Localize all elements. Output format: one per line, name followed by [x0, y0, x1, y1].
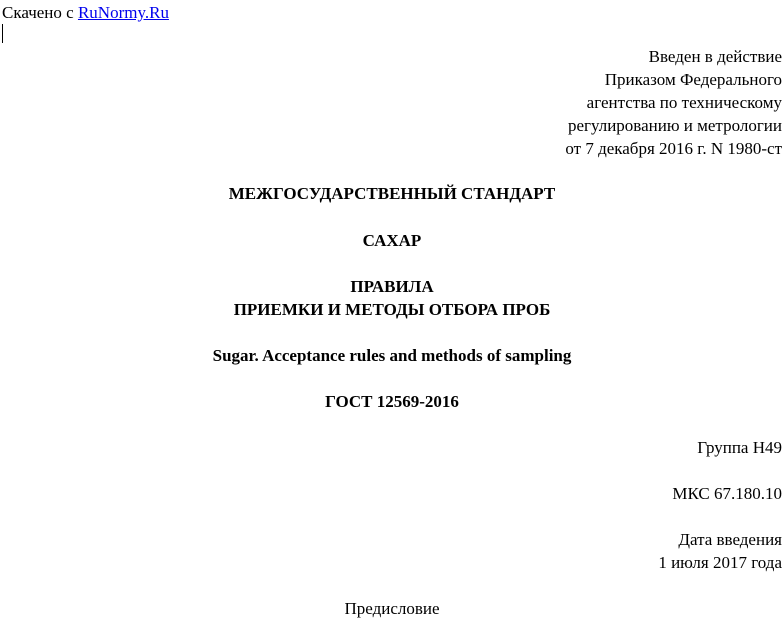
intro-date-block [658, 528, 782, 574]
gost-number: ГОСТ 12569-2016 [325, 392, 459, 411]
english-title: Sugar. Acceptance rules and methods of sampling [212, 346, 572, 365]
intro-date-value: 1 июля 2017 года [658, 553, 782, 572]
group-code: Группа Н49 [697, 438, 782, 457]
runormy-link[interactable]: RuNormy.Ru [77, 3, 169, 22]
source-prefix: Скачено с [2, 3, 78, 22]
title-heading-line2: ПРИЕМКИ И МЕТОДЫ ОТБОРА ПРОБ [233, 300, 551, 319]
source-line [2, 1, 169, 24]
enactment-line: агентства по техническому [586, 93, 782, 112]
enactment-line: от 7 декабря 2016 г. N 1980-ст [565, 139, 782, 158]
mks-code: МКС 67.180.10 [672, 484, 782, 503]
preface-heading: Предисловие [344, 599, 440, 618]
standard-type-heading: МЕЖГОСУДАРСТВЕННЫЙ СТАНДАРТ [228, 184, 556, 203]
enactment-line: Введен в действие [648, 47, 782, 66]
enactment-line: регулированию и метрологии [567, 116, 782, 135]
product-heading: САХАР [362, 231, 422, 250]
enactment-block [565, 45, 782, 160]
text-cursor [2, 24, 3, 43]
enactment-line: Приказом Федерального [604, 70, 782, 89]
title-heading-line1: ПРАВИЛА [350, 277, 434, 296]
intro-date-label: Дата введения [678, 530, 782, 549]
